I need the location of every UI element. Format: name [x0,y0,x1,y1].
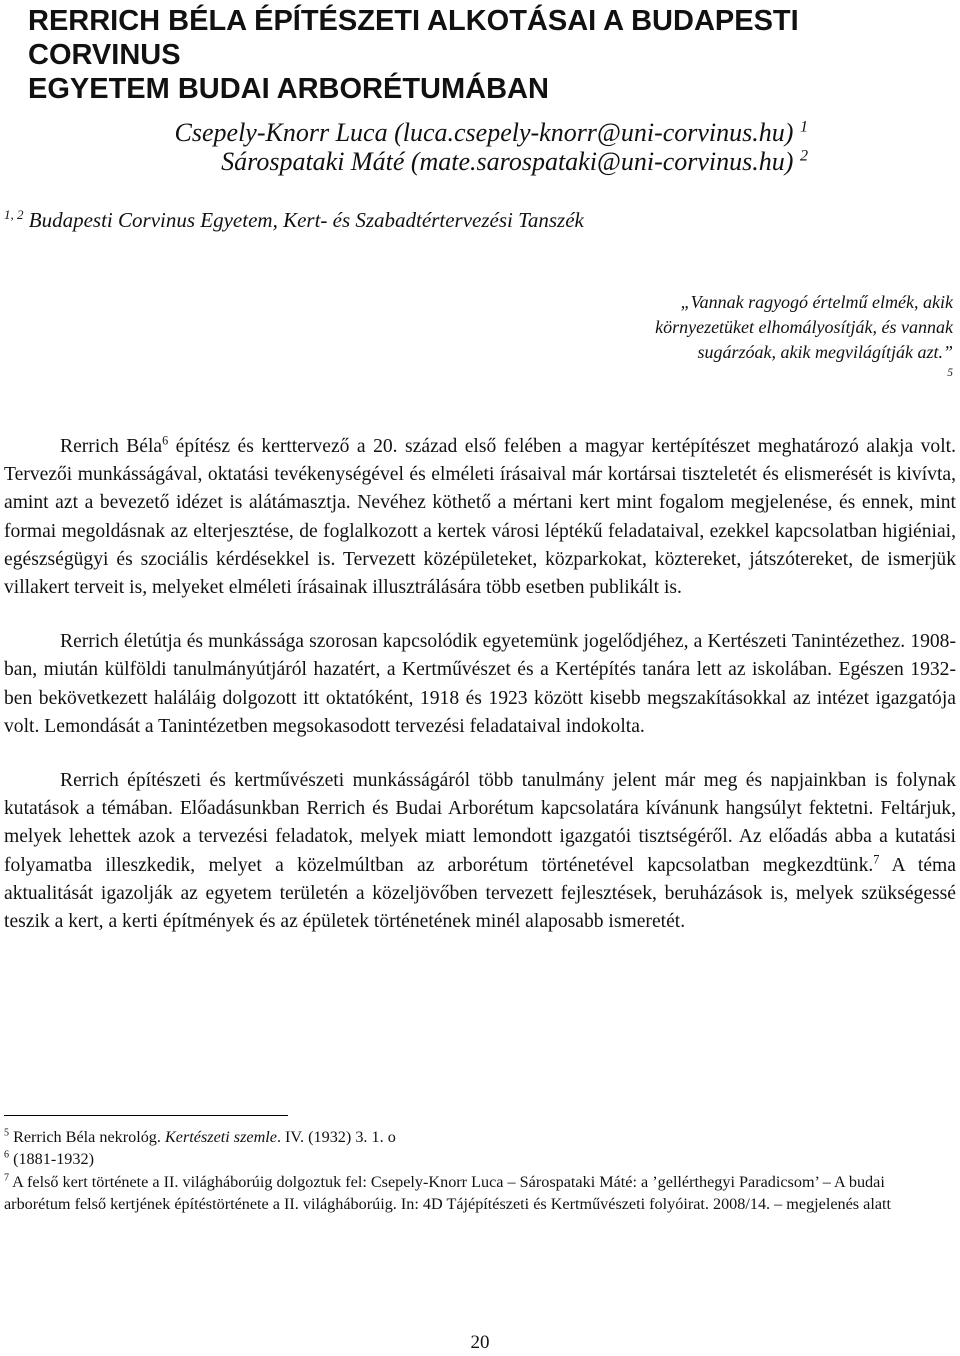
footnote-6 [4,1148,954,1170]
footnotes [4,1126,954,1216]
footnote-divider [4,1115,288,1116]
document-title [28,4,948,106]
footnote-6-text: (1881-1932) [9,1150,94,1169]
paragraph-3-start: Rerrich építészeti és kertművészeti munkásságáról több tanulmány jelent már meg és napjainkban is folynak kutatások a témában. Előadásunkban Rerrich és Budai Arborétum kapcsolatára kívánunk hangsúlyt fektetni. Feltárjuk, melyek lehettek azok a tervezési feladatok, melyek miatt lemondott igazgatói tisztségéről. Az előadás abba a kutatási folyamatba illeszkedik, melyet a közelmúltban az arborétum történetével kapcsolatban megkezdtünk. [4,770,956,876]
paragraph-1-sup: 6 [162,433,169,448]
paragraph-1 [4,433,956,602]
author-list [175,118,808,176]
footnote-5-journal: Kertészeti szemle [165,1128,277,1146]
paragraph-3 [4,767,956,936]
quote-line-3-text: sugárzóak, akik megvilágítják azt.” [697,342,953,362]
footnote-7-text: A felső kert története a II. világháborúig dolgoztuk fel: Csepely-Knorr Luca – Sárospataki Máté: a ’gellérthegyi Paradicsom’ – A budai arborétum felső kertjének építéstörténete a II. világháborúig. In: 4D Tájépítészeti és Kertművészeti folyóirat. 2008/14. – megjelenés alatt [4,1172,892,1214]
paragraph-3-sup: 7 [873,852,880,867]
paragraph-1-rest: építész és kerttervező a 20. század első felében a magyar kertépítészet meghatározó alakja volt. Tervezői munkásságával, oktatási tevékenységével és elméleti írásaival már kortársai tiszteletét és elismerését is kivívta, amint azt a bevezető idézet is alátámasztja. Nevéhez köthető a mértani kert mint fogalom megjelenése, és ennek, mint formai megoldásnak az elterjesztése, de foglalkozott a kertek városi léptékű feladataival, ezekkel kapcsolatban higiéniai, egészségügyi és szociális kérdésekkel is. Tervezett középületeket, közparkokat, köztereket, játszótereket, de ismerjük villakert terveit is, melyeket elméleti írásainak illusztrálására több esetben publikált is. [4,436,956,599]
page-number: 20 [470,1332,490,1353]
affiliation [4,208,584,233]
affiliation-text: Budapesti Corvinus Egyetem, Kert- és Szabadtértervezési Tanszék [23,208,584,232]
author-1 [175,118,808,147]
footnote-7-number: 7 [4,1172,10,1184]
author-1-text: Csepely-Knorr Luca (luca.csepely-knorr@uni-corvinus.hu) [174,118,794,147]
title-line-2: EGYETEM BUDAI ARBORÉTUMÁBAN [28,73,549,105]
footnote-6-number: 6 [4,1150,10,1162]
quote-line-2: környezetüket elhomályosítják, és vannak [655,317,953,337]
footnote-7 [4,1171,954,1216]
body-text [4,433,956,936]
quote-sup: 5 [947,367,953,379]
paragraph-3-rest: A téma aktualitását igazolják az egyetem területén a közeljövőben tervezett fejlesztések, beruházások is, melyek szükségessé teszik a kert, a kerti építmények és az épületek történetének minél alaposabb ismeretét. [4,854,956,933]
title-line-1: RERRICH BÉLA ÉPÍTÉSZETI ALKOTÁSAI A BUDAPESTI CORVINUS [28,5,799,71]
paragraph-1-start: Rerrich Béla [60,436,163,457]
footnote-5 [4,1126,954,1148]
author-2 [175,147,808,176]
quote-line-3 [393,340,953,390]
author-2-text: Sárospataki Máté (mate.sarospataki@uni-corvinus.hu) [221,147,794,176]
epigraph-quote [393,290,953,390]
paragraph-2: Rerrich életútja és munkássága szorosan kapcsolódik egyetemünk jogelődjéhez, a Kertészeti Tanintézethez. 1908-ban, miután külföldi tanulmányútjáról hazatért, a Kertművészet és a Kertépítés tanára lett az iskolában. Egészen 1932-ben bekövetkezett haláláig dolgozott itt oktatóként, 1918 és 1923 között kisebb megszakításokkal az intézet igazgatója volt. Lemondását a Tanintézetben megsokasodott tervezési feladataival indokolta. [4,631,956,737]
affiliation-sup: 1, 2 [4,207,24,222]
footnote-5-text-a: Rerrich Béla nekrológ. [9,1128,165,1146]
author-1-sup: 1 [799,118,808,136]
footnote-5-text-b: . IV. (1932) 3. 1. o [276,1128,396,1146]
author-2-sup: 2 [799,147,808,165]
quote-line-1: „Vannak ragyogó értelmű elmék, akik [680,292,953,312]
footnote-5-number: 5 [4,1127,10,1139]
